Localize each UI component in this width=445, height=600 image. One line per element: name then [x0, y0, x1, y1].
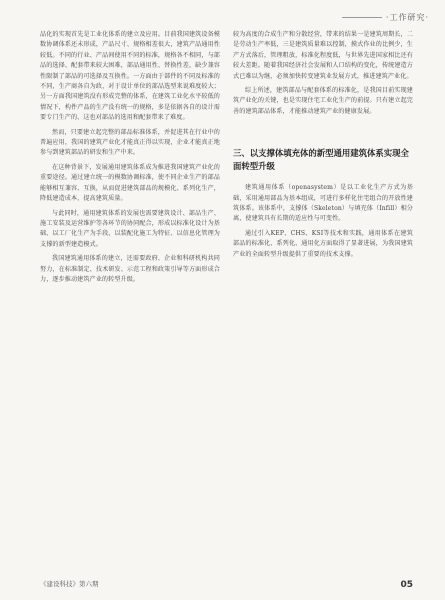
paragraph: 我国建筑通用体系的建立，还需要政府、企业和科研机构共同努力，在标准制定、技术研发、示范工程和政策引导等方面形成合力，逐步推动建筑产业的转型升级。	[40, 255, 220, 283]
journal-footer: 《建设科技》第六期	[40, 580, 99, 588]
page-section-tag: ·工作研究·	[385, 13, 429, 22]
article-body	[40, 30, 413, 560]
right-column-bottom	[233, 183, 413, 260]
right-column-top	[233, 30, 413, 117]
paragraph: 然而，只要建立起完整的部品标准体系，并促进其在行业中的普遍应用，我国的建筑产业化才能真正得以实现，企业才能真正地参与到建筑部品的研发和生产中来。	[40, 128, 220, 157]
paragraph: 较为高度的合成生产和分散经营，带来的结果一是建筑周期长，二是劳动生产率低，三是建筑质量难以控制，摸式作业的比例少，生产方式落后，管理粗放，标准化程度低，与世界先进国家相比还有较大差距。随着我国经济社会发展和人口结构的变化，传统建造方式已难以为继，必须加快转变建筑业发展方式，推进建筑产业化。	[233, 31, 413, 80]
right-column	[233, 30, 413, 560]
paragraph: 品化的实现首先是工业化体系的建立及应用。目前我国建筑设备模数协调体系还未形成，产品尺寸、规格相差很大，建筑产品通用性较低。不同的行业、产品间使用不同的标准，规格各不相同，与部品的选择、配套带来较大困难，部品通用性、替换性差，缺少兼容性限制了部品的可选择及互换性。一方面由于部件的不同及标准的不同，生产商各自为政，对于设计单位的部品选型来说难度较大；另一方面我国建筑没有形成完整的体系，在建筑工业化水平较低的情况下，构件产品的生产没有统一的规格，多是依据各自的设计需要专门生产的，这也对部品的选用和配套带来了难度。	[40, 31, 220, 122]
paragraph: 综上所述，建筑部品与配套体系的标准化，是我国目前实现建筑产业化的关键，也是实现住宅工业化生产的前提。只有建立起完善的建筑部品体系，才能推动建筑产业的健康发展。	[233, 87, 413, 115]
paragraph: 通过引入KEP、CHS、KSI等技术和实践，通用体系在建筑部品的标准化、系列化、通用化方面取得了显著进展，为我国建筑产业的全面转型升级提供了重要的技术支撑。	[233, 229, 413, 258]
page-number: 05	[400, 580, 413, 590]
section-heading: 三、以支撑体填充体的新型通用建筑体系实现全面转型升级	[233, 148, 409, 172]
paragraph: 在这种背景下，发展通用建筑体系成为推进我国建筑产业化的重要途径。通过建立统一的模数协调标准，使不同企业生产的部品能够相互兼容、互换，从而促进建筑部品的规模化、系列化生产，降低建造成本，提高建筑质量。	[40, 163, 220, 203]
paragraph: 建筑通用体系（openasystem）是以工业化生产方式为基础，采用通用部品为基本组成，可进行多样化住宅组合的开放性建筑体系。该体系中，支撑体（Skeleton）与填充体（Infill）相分离，使建筑具有长期的适应性与可变性。	[233, 184, 413, 223]
left-column	[40, 30, 220, 560]
paragraph: 与此同时，通用建筑体系的发展也需要建筑设计、部品生产、施工安装及运营维护等各环节的协同配合，形成以标准化设计为基础、以工厂化生产为手段、以装配化施工为特征、以信息化管理为支撑的新型建造模式。	[40, 209, 220, 248]
